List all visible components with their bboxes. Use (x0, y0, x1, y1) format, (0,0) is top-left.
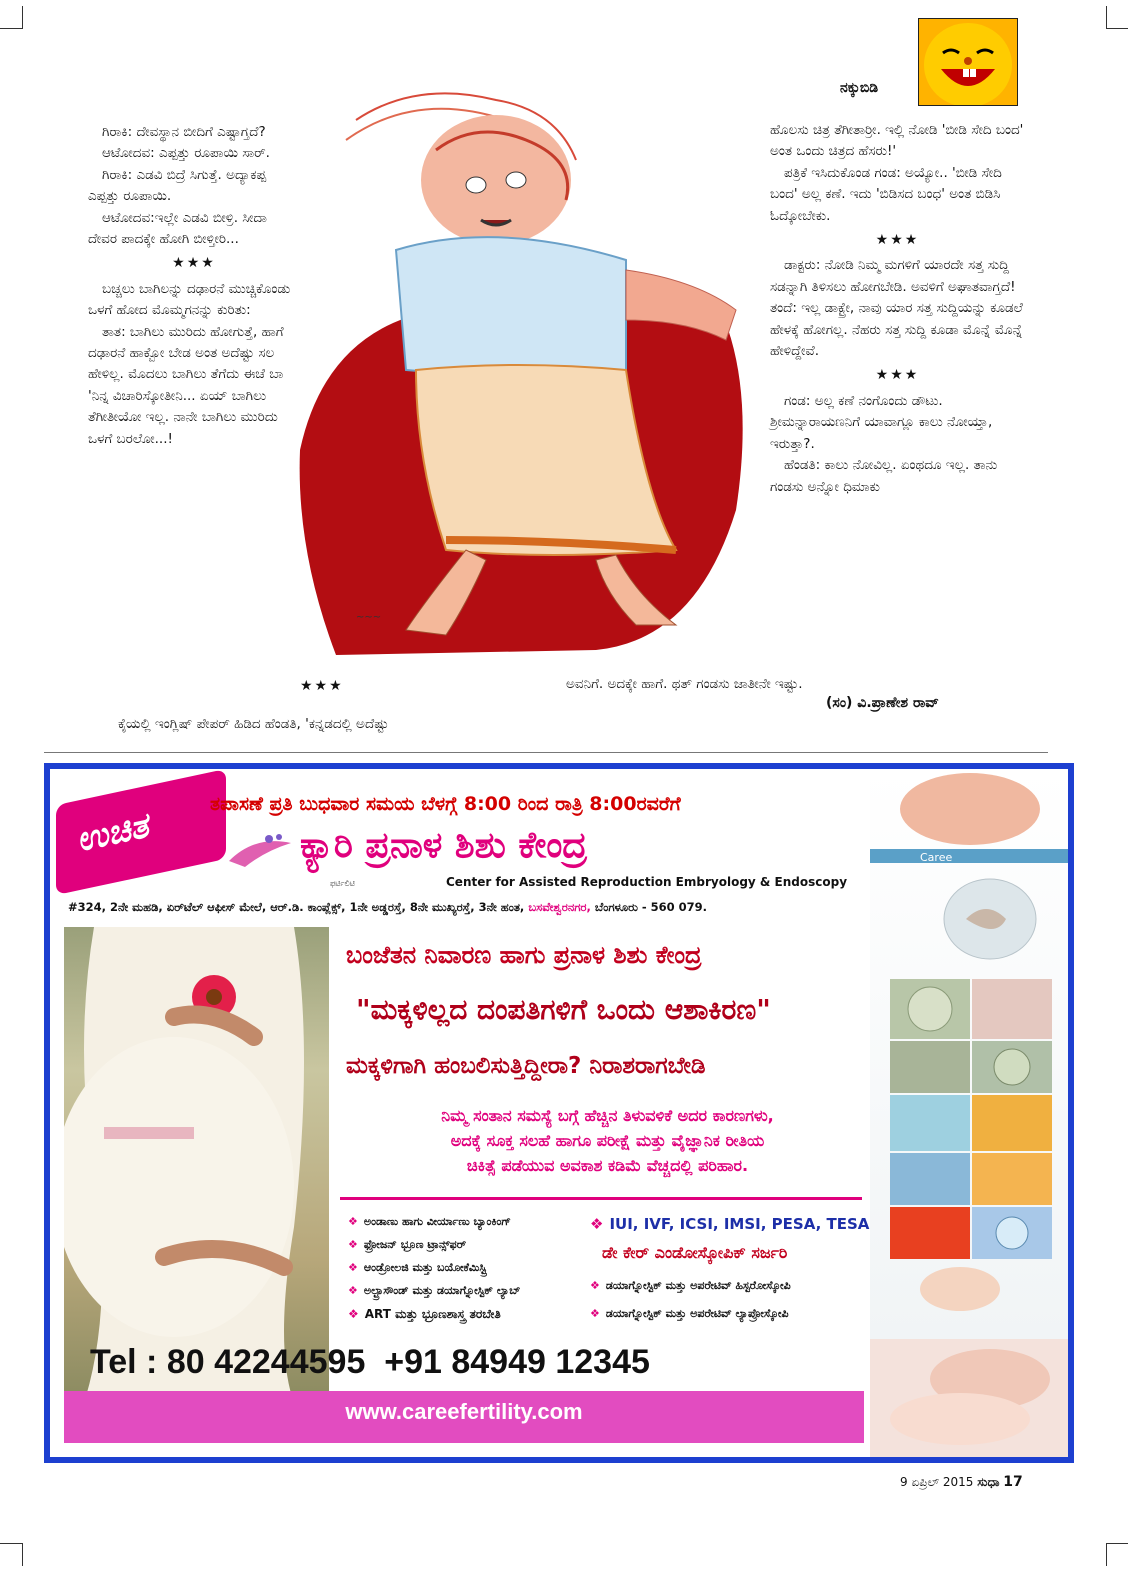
service-item: ❖ ಫ್ರೋಜನ್ ಭ್ರೂಣ ಟ್ರಾನ್ಸ್‌ಫರ್ (348, 1238, 467, 1251)
caree-logo-icon (225, 831, 295, 871)
service-item-ivf: ❖ IUI, IVF, ICSI, IMSI, PESA, TESA (590, 1215, 870, 1233)
service-item: ❖ ART ಮತ್ತು ಭ್ರೂಣಶಾಸ್ತ್ರ ತರಬೇತಿ (348, 1307, 501, 1321)
right-photo-strip (870, 769, 1068, 1457)
website-url: www.careefertility.com (345, 1399, 583, 1424)
cartoon-illustration (296, 80, 766, 660)
editor-credit: (ಸಂ) ವಿ.ಪ್ರಾಣೇಶ ರಾವ್ (826, 695, 939, 711)
crop-mark-br (1106, 1543, 1128, 1566)
headline-main: ಬಂಜೆತನ ನಿವಾರಣ ಹಾಗು ಪ್ರನಾಳ ಶಿಶು ಕೇಂದ್ರ (346, 941, 702, 969)
joke-paragraph: ಪತ್ರಿಕೆ ಇಸಿದುಕೊಂಡ ಗಂಡ: ಅಯ್ಯೋ.. 'ಬೀಡಿ ಸೇದಿ ಬಂದ' ಅಲ್ಲ ಕಣೆ. ಇದು 'ಬಿಡಿಸದ ಬಂಧ' ಅಂತ ಬಿಡಿಸಿ ಓದ್ಕೋಬೇಕು. (770, 164, 1002, 224)
ad-body-line: ಚಿಕಿತ್ಸೆ ಪಡೆಯುವ ಅವಕಾಶ ಕಡಿಮೆ ವೆಚ್ಚದಲ್ಲಿ ಪರಿಹಾರ. (466, 1156, 749, 1175)
separator-stars: ★★★ (172, 255, 216, 272)
page-number: 17 (1003, 1474, 1023, 1490)
center-english-name: Center for Assisted Reproduction Embryology & Endoscopy (446, 875, 848, 889)
svg-text:~~~: ~~~ (356, 612, 382, 623)
column-header: ನಕ್ಕುಬಿಡಿ (840, 80, 879, 96)
joke-paragraph: ತಂದೆ: ಇಲ್ಲ ಡಾಕ್ಟ್ರೇ, ನಾವು ಯಾರ ಸತ್ತ ಸುದ್ದಿಯನ್ನು ಕೂಡಲೆ ಹೇಳಕ್ಕೆ ಹೋಗಲ್ಲ. ನೆಹರು ಸತ್ತ ಸುದ್ದಿ ಕೂಡಾ ಮೊನ್ನೆ ಮೊನ್ನೆ ಹೇಳಿದ್ದೇವೆ. (770, 300, 1023, 360)
phone-numbers: Tel : 80 42244595 +91 84949 12345 (90, 1343, 650, 1381)
crop-mark-bl (0, 1543, 23, 1566)
checkup-timing: ತಪಾಸಣೆ ಪ್ರತಿ ಬುಧವಾರ ಸಮಯ ಬೆಳಗ್ಗೆ 8:00 ರಿಂದ ರಾತ್ರಿ 8:00ರವರೆಗೆ (210, 793, 681, 815)
joke-paragraph: ಅವನಿಗೆ. ಅದಕ್ಕೇ ಹಾಗೆ. ಥತ್ ಗಂಡಸು ಜಾತೀನೇ ಇಷ್ಟು. (566, 676, 803, 692)
ad-body-text (340, 1103, 875, 1178)
center-name: ಕ್ಯಾರಿ ಪ್ರನಾಳ ಶಿಶು ಕೇಂದ್ರ (300, 825, 588, 866)
ad-body-line: ನಿಮ್ಮ ಸಂತಾನ ಸಮಸ್ಯೆ ಬಗ್ಗೆ ಹೆಚ್ಚಿನ ತಿಳುವಳಿಕೆ ಅದರ ಕಾರಣಗಳು, (441, 1106, 774, 1125)
magazine-name: ಸುಧಾ (977, 1475, 1000, 1489)
service-item-daycare: ಡೇ ಕೇರ್ ಎಂಡೋಸ್ಕೋಪಿಕ್ ಸರ್ಜರಿ (602, 1243, 788, 1262)
joke-paragraph: ಗಿರಾಕಿ: ದೇವಸ್ಥಾನ ಬೀದಿಗೆ ಎಷ್ಟಾಗ್ತದೆ? (102, 124, 266, 140)
separator-stars: ★★★ (875, 232, 920, 249)
joke-paragraph: ಆಟೋದವ:ಇಲ್ಲೇ ಎಡವಿ ಬೀಳ್ರಿ. ಸೀದಾ ದೇವರ ಪಾದಕ್ಕೇ ಹೋಗಿ ಬೀಳ್ತೀರಿ... (88, 209, 267, 248)
separator-stars: ★★★ (875, 367, 920, 384)
left-column (88, 122, 300, 450)
headline-tagline: "ಮಕ್ಕಳಿಲ್ಲದ ದಂಪತಿಗಳಿಗೆ ಒಂದು ಆಶಾಕಿರಣ" (356, 993, 771, 1026)
service-item: ❖ ಡಯಾಗ್ನೋಸ್ಟಿಕ್ ಮತ್ತು ಅಪರೇಟಿವ್ ಹಿಸ್ಟರೋಸ್ಕೋಪಿ (590, 1279, 791, 1292)
continued-line: ಕೈಯಲ್ಲಿ ಇಂಗ್ಲಿಷ್ ಪೇಪರ್ ಹಿಡಿದ ಹೆಂಡತಿ, 'ಕನ್ನಡದಲ್ಲಿ ಅದೆಷ್ಟು (118, 716, 389, 732)
fertility-advertisement (44, 763, 1074, 1463)
crop-mark-tr (1106, 6, 1128, 29)
joke-paragraph: ಹೆಂಡತಿ: ಕಾಲು ನೋವಿಲ್ಲ. ಏಂಥದೂ ಇಲ್ಲ. ತಾನು ಗಂಡಸು ಅನ್ನೋ ಧಿಮಾಕು (770, 457, 998, 495)
address-city: ಬೆಂಗಳೂರು - 560 079. (594, 900, 708, 914)
joke-paragraph: ಹೊಲಸು ಚಿತ್ರ ತೆಗೀತಾರ್‍ರೀ. ಇಲ್ಲಿ ನೋಡಿ 'ಬೀಡಿ ಸೇದಿ ಬಂದ' ಅಂತ ಒಂದು ಚಿತ್ರದ ಹೆಸರು!' (770, 122, 1024, 160)
headline-question: ಮಕ್ಕಳಿಗಾಗಿ ಹಂಬಲಿಸುತ್ತಿದ್ದೀರಾ? ನಿರಾಶರಾಗಬೇಡಿ (346, 1053, 706, 1079)
section-divider (44, 752, 1048, 753)
address-street: #324, 2ನೇ ಮಹಡಿ, ಏರ್‌ಟೆಲ್ ಆಫೀಸ್ ಮೇಲೆ, ಆರ್.ಡಿ. ಕಾಂಪ್ಲೆಕ್ಸ್, 1ನೇ ಅಡ್ಡರಸ್ತೆ, 8ನೇ ಮುಖ್ಯರಸ್ತೆ, 3ನೇ ಹಂತ, (68, 900, 525, 914)
service-item: ❖ ಅಲ್ಟ್ರಾಸೌಂಡ್ ಮತ್ತು ಡಯಾಗ್ನೋಸ್ಟಿಕ್ ಲ್ಯಾಬ್ (348, 1284, 521, 1297)
crop-mark-tl (0, 6, 23, 29)
joke-paragraph: ತಾತ: ಬಾಗಿಲು ಮುರಿದು ಹೋಗುತ್ತೆ, ಹಾಗೆ ದಢಾರನೆ ಹಾಕ್ಬೋ ಬೇಡ ಅಂತ ಅದೆಷ್ಟು ಸಲ ಹೇಳಿಲ್ಲ. ಮೊದಲು ಬಾಗಿಲು ತೆಗೆದು ಈಚೆ ಬಾ 'ನಿನ್ನ ವಿಚಾರಿಸ್ಕೋತೀನಿ... ಏಯ್ ಬಾಗಿಲು ತೆಗೀತೀಯೋ ಇಲ್ಲ. ನಾನೇ ಬಾಗಿಲು ಮುರಿದು ಒಳಗೆ ಬರಲೋ...! (88, 323, 284, 447)
address-area: ಬಸವೇಶ್ವರನಗರ, (528, 900, 591, 914)
joke-paragraph: ಬಚ್ಚಲು ಬಾಗಿಲನ್ನು ದಢಾರನೆ ಮುಚ್ಚಿಕೊಂಡು ಒಳಗೆ ಹೋದ ಮೊಮ್ಮಗನನ್ನು ಕುರಿತು: (88, 280, 291, 319)
right-column (770, 120, 1025, 498)
joke-paragraph: ಆಟೋದವ: ಎಪ್ಪತ್ತು ರೂಪಾಯಿ ಸಾರ್. (102, 145, 270, 162)
pregnant-woman-photo (64, 927, 329, 1403)
joke-paragraph: ಗಿರಾಕಿ: ಎಡವಿ ಬಿದ್ರೆ ಸಿಗುತ್ತೆ. ಅದ್ಯಾಕಪ್ಪ ಎಪ್ಪತ್ತು ರೂಪಾಯಿ. (88, 166, 267, 205)
joke-paragraph: ಗಂಡ: ಅಲ್ಲ ಕಣೆ ನಂಗೊಂದು ಡೌಟು. ಶ್ರೀಮನ್ನಾರಾಯಣನಿಗೆ ಯಾವಾಗ್ಲೂ ಕಾಲು ನೋಯ್ತಾ, ಇರುತ್ತಾ?. (770, 392, 993, 452)
logo-subtext: ಫರ್ಟಿಲಿಟಿ (330, 879, 355, 888)
joke-paragraph: ಡಾಕ್ಟರು: ನೋಡಿ ನಿಮ್ಮ ಮಗಳಿಗೆ ಯಾರದೇ ಸತ್ತ ಸುದ್ದಿ ಸಡನ್ನಾಗಿ ತಿಳಿಸಲು ಹೋಗಬೇಡಿ. ಅವಳಿಗೆ ಅಘಾತವಾಗ್ತದೆ! (770, 257, 1016, 295)
page-footer (900, 1474, 1023, 1490)
service-item: ❖ ಡಯಾಗ್ನೋಸ್ಟಿಕ್ ಮತ್ತು ಅಪರೇಟಿವ್ ಲ್ಯಾಪ್ರೋಸ್ಕೋಪಿ (590, 1307, 789, 1320)
service-item: ❖ ಅಂಡಾಣು ಹಾಗು ವೀರ್ಯಾಣು ಬ್ಯಾಂಕಿಂಗ್ (348, 1215, 511, 1228)
issue-date: 9 ಏಪ್ರಿಲ್ 2015 (900, 1475, 974, 1489)
brand-tag: Caree (920, 851, 953, 864)
laughing-face-logo (918, 18, 1018, 106)
service-item: ❖ ಆಂಡ್ರೋಲಜಿ ಮತ್ತು ಬಯೋಕೆಮಿಸ್ಟ್ರಿ (348, 1261, 487, 1274)
free-badge-label: ಉಚಿತ (72, 805, 152, 861)
separator-stars: ★★★ (300, 678, 344, 694)
address (68, 900, 707, 915)
ad-body-line: ಅದಕ್ಕೆ ಸೂಕ್ತ ಸಲಹೆ ಹಾಗೂ ಪರೀಕ್ಷೆ ಮತ್ತು ವೈಜ್ಞಾನಿಕ ರೀತಿಯ (450, 1131, 765, 1150)
